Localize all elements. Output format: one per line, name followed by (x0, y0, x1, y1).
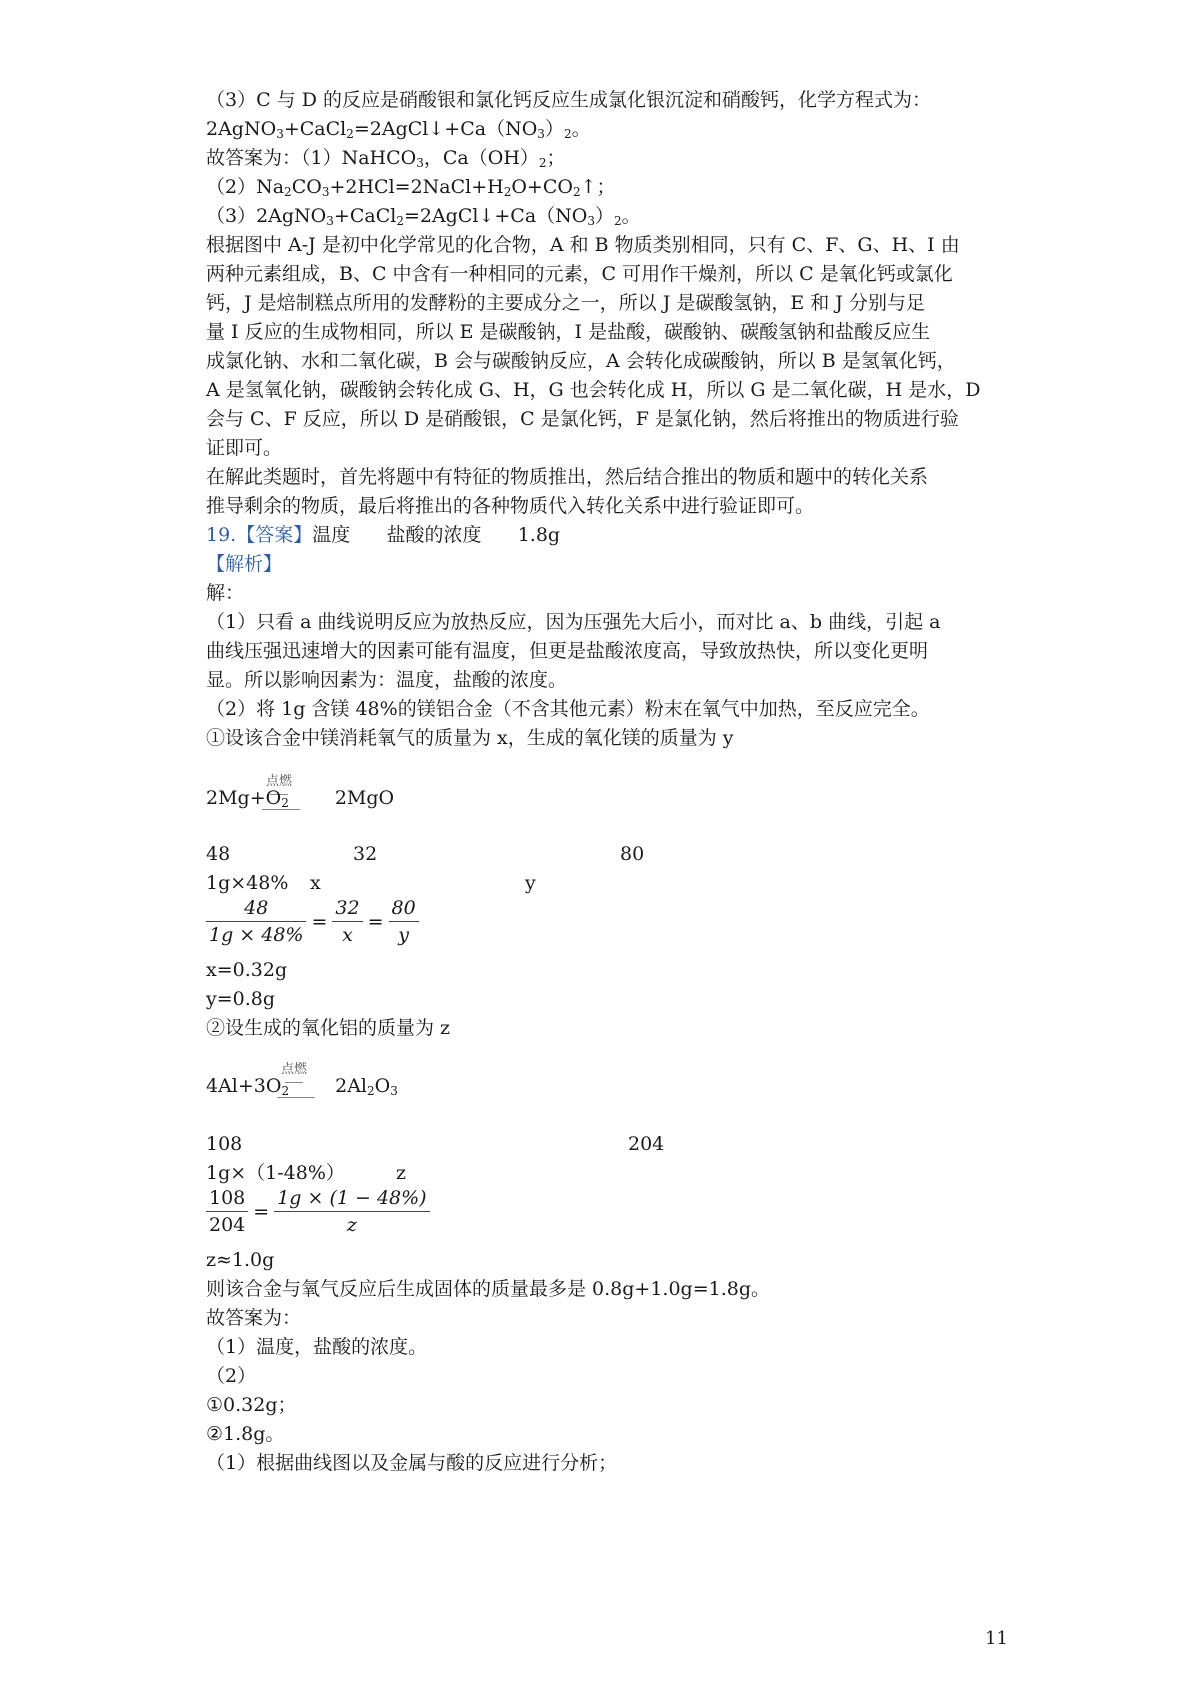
text-line: 曲线压强迅速增大的因素可能有温度，但更是盐酸浓度高，导致放热快，所以变化更明 (206, 640, 929, 662)
text-line: （2）将 1g 含镁 48%的镁铝合金（不含其他元素）粉末在氧气中加热，至反应完全。 (206, 698, 930, 720)
text-line: 证即可。 (206, 437, 283, 459)
analysis-tag: 【解析】 (206, 553, 283, 575)
text-line: （2） (206, 1365, 257, 1387)
text-cell: x (310, 872, 321, 894)
text-cell: 204 (628, 1133, 665, 1155)
equation-line: $(2)Na_2CO_3+2HCl=2NaCl+H_2O+CO_2↑$； (206, 176, 616, 199)
equation-line: $4Al+3O_2$ $2Al_2O_3$ (206, 1075, 398, 1098)
text-cell: y (525, 872, 536, 894)
text-line: x=0.32g (206, 959, 288, 981)
text-line: y=0.8g (206, 988, 276, 1010)
text-line: 两种元素组成，B、C 中含有一种相同的元素，C 可用作干燥剂，所以 C 是氧化钙或氯化 (206, 263, 953, 285)
text-line: 量 I 反应的生成物相同，所以 E 是碳酸钠，I 是盐酸，碳酸钠、碳酸氢钠和盐酸反应生 (206, 321, 931, 343)
equation-line: $2AgNO_3+CaCl_2=2AgCl↓+Ca(NO_3)_2$。 (206, 118, 591, 141)
text-line: 故答案为：（1）NaHCO$_3$，$Ca(OH)_2$； (206, 147, 566, 170)
text-line: z≈1.0g (206, 1249, 275, 1271)
text-cell: z (396, 1162, 407, 1184)
page-number: 11 (985, 1628, 1008, 1649)
text-line: 根据图中 A-J 是初中化学常见的化合物，A 和 B 物质类别相同，只有 C、F、G、H、I 由 (206, 234, 960, 256)
text-line: （1）温度，盐酸的浓度。 (206, 1336, 428, 1358)
text-line: 钙，J 是焙制糕点所用的发酵粉的主要成分之一，所以 J 是碳酸氢钠，E 和 J 分别与足 (206, 292, 925, 314)
proportion-formula: $\frac{108}{204}$ = $\frac{1g \times (1 - 48\%)}{z}$ (204, 1185, 432, 1238)
text-line: 则该合金与氧气反应后生成固体的质量最多是 0.8g+1.0g=1.8g。 (206, 1278, 771, 1300)
text-line: ①0.32g； (206, 1394, 297, 1416)
text-line: 显。所以影响因素为：温度，盐酸的浓度。 (206, 669, 568, 691)
equation-line: $(3)2AgNO_3+CaCl_2=2AgCl↓+Ca(NO_3)_2$。 (206, 205, 641, 228)
text-cell: 108 (206, 1133, 243, 1155)
text-cell: 48 (206, 843, 231, 865)
answer-tag: 19.【答案】 (206, 524, 313, 546)
proportion-formula: $\frac{48}{1g \times 48\%}$ = $\frac{32}{x}$ = $\frac{80}{y}$ (204, 895, 421, 948)
text-line: 会与 C、F 反应，所以 D 是硝酸银，C 是氯化钙，F 是氯化钠，然后将推出的物质进行验 (206, 408, 959, 430)
text-cell: 32 (353, 843, 378, 865)
text-cell: 1g×（1-48%） (206, 1162, 345, 1184)
text-line: ①设该合金中镁消耗氧气的质量为 x，生成的氧化镁的质量为 y (206, 727, 734, 749)
text-line: （1）根据曲线图以及金属与酸的反应进行分析； (206, 1452, 618, 1474)
text-cell: 1g×48% (206, 872, 289, 894)
text-line: A 是氢氧化钠，碳酸钠会转化成 G、H，G 也会转化成 H，所以 G 是二氧化碳，H 是水，D (206, 379, 981, 401)
equation-line: $2Mg+O_2$ 2MgO (206, 787, 395, 810)
text-line: （1）只看 a 曲线说明反应为放热反应，因为压强先大后小，而对比 a、b 曲线，引起 a (206, 611, 941, 633)
reaction-condition: 点燃 (266, 774, 293, 789)
text-line: 解： (206, 582, 245, 604)
text-line: 成氯化钠、水和二氧化碳，B 会与碳酸钠反应，A 会转化成碳酸钠，所以 B 是氢氧化钙， (206, 350, 956, 372)
text-line: 故答案为： (206, 1307, 302, 1329)
answer-line: 19.【答案】温度 盐酸的浓度 1.8g (206, 524, 561, 546)
text-line: ②设生成的氧化铝的质量为 z (206, 1017, 451, 1039)
text-line: 在解此类题时，首先将题中有特征的物质推出，然后结合推出的物质和题中的转化关系 (206, 466, 929, 488)
text-line: ②1.8g。 (206, 1423, 285, 1445)
text-line: （3）C 与 D 的反应是硝酸银和氯化钙反应生成氯化银沉淀和硝酸钙，化学方程式为： (206, 89, 931, 111)
reaction-condition: 点燃 (281, 1062, 308, 1077)
text-cell: 80 (620, 843, 645, 865)
text-line: 推导剩余的物质，最后将推出的各种物质代入转化关系中进行验证即可。 (206, 495, 815, 517)
